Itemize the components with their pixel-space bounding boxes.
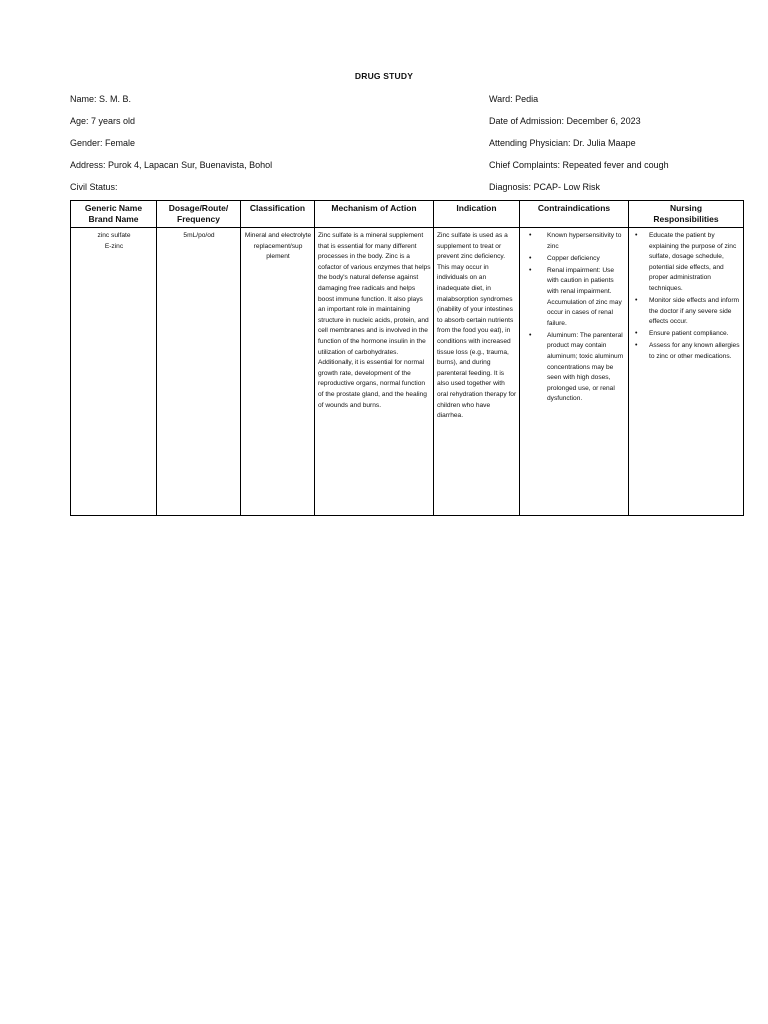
header-nursing: Nursing Responsibilities xyxy=(629,201,744,228)
patient-address: Address: Purok 4, Lapacan Sur, Buenavista, Bohol xyxy=(70,160,273,170)
header-indication: Indication xyxy=(434,201,520,228)
list-item: • Educate the patient by explaining the purpose of zinc sulfate, dosage schedule, potential side effects, and proper administration techniques. xyxy=(649,231,741,295)
document-title: DRUG STUDY xyxy=(354,71,414,81)
attending-physician: Attending Physician: Dr. Julia Maape xyxy=(489,138,636,148)
cell-generic-brand xyxy=(71,228,157,516)
cell-nursing xyxy=(629,228,744,516)
diagnosis: Diagnosis: PCAP- Low Risk xyxy=(489,182,601,192)
cell-classification: Mineral and electrolyte replacement/sup plement xyxy=(241,228,315,516)
list-item: • Monitor side effects and inform the doctor if any severe side effects occur. xyxy=(649,296,741,328)
list-item: • Renal impairment: Use with caution in patients with renal impairment. Accumulation of zinc may occur in cases of renal failure. xyxy=(547,266,626,330)
patient-civil-status: Civil Status: xyxy=(70,182,118,192)
header-generic-brand: Generic Name Brand Name xyxy=(71,201,157,228)
table-row xyxy=(71,228,744,516)
generic-name: zinc sulfate xyxy=(97,232,131,239)
cell-dosage: 5mL/po/od xyxy=(157,228,241,516)
cell-indication: Zinc sulfate is used as a supplement to treat or prevent zinc deficiency. This may occur in individuals on an inadequate diet, in malabsorption syndromes (inability of your intestines to absorb certain nutrients from the food you eat), in conditions with increased tissue loss (e.g., trauma, burns), and during parenteral feeding. It is also used together with oral rehydration therapy for children who have diarrhea. xyxy=(434,228,520,516)
cell-mechanism: Zinc sulfate is a mineral supplement that is essential for many different processes in the body. Zinc is a cofactor of various enzymes that helps the body's natural defense against damaging free radicals and helps boost immune function. It also plays an important role in maintaining structure in nucleic acids, protein, and cell membranes and is involved in the function of the hormone insulin in the utilization of carbohydrates. Additionally, it is essential for normal growth rate, development of the reproductive organs, normal function of the prostate gland, and the healing of wounds and burns. xyxy=(315,228,434,516)
list-item: • Known hypersensitivity to zinc xyxy=(547,231,626,252)
nursing-list xyxy=(632,231,741,363)
list-item: • Copper deficiency xyxy=(547,254,626,265)
header-contraindications: Contraindications xyxy=(520,201,629,228)
drug-study-table xyxy=(70,200,744,516)
patient-name: Name: S. M. B. xyxy=(70,94,132,104)
header-mechanism: Mechanism of Action xyxy=(315,201,434,228)
patient-gender: Gender: Female xyxy=(70,138,136,148)
cell-contraindications xyxy=(520,228,629,516)
patient-age: Age: 7 years old xyxy=(70,116,136,126)
admission-date: Date of Admission: December 6, 2023 xyxy=(489,116,641,126)
header-classification: Classification xyxy=(241,201,315,228)
brand-name: E-zinc xyxy=(104,242,124,250)
header-dosage: Dosage/Route/ Frequency xyxy=(157,201,241,228)
list-item: • Ensure patient compliance. xyxy=(649,329,741,340)
ward: Ward: Pedia xyxy=(489,94,539,104)
chief-complaints: Chief Complaints: Repeated fever and cough xyxy=(489,160,669,170)
list-item: • Aluminum: The parenteral product may contain aluminum; toxic aluminum concentrations may be seen with high doses, prolonged use, or renal dysfunction. xyxy=(547,331,626,405)
table-header-row xyxy=(71,201,744,228)
contraindications-list xyxy=(523,231,626,405)
list-item: • Assess for any known allergies to zinc or other medications. xyxy=(649,341,741,362)
